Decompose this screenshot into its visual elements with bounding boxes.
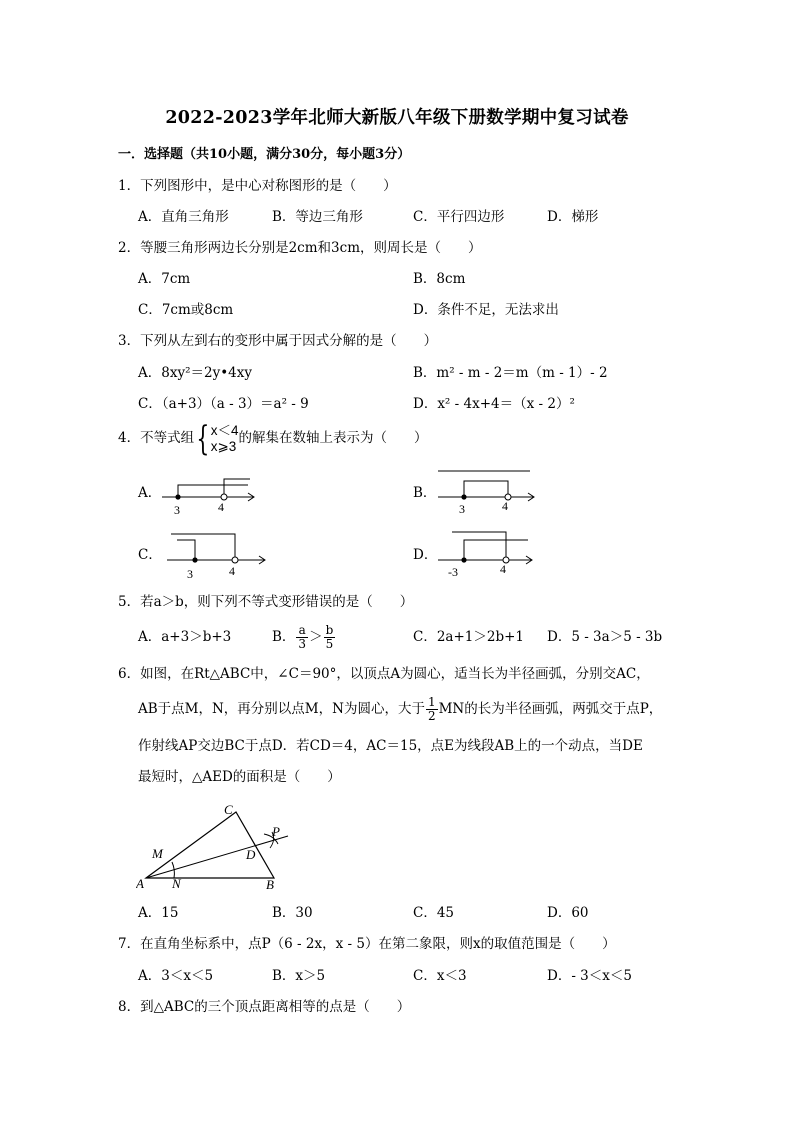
- q5-b-num2: b: [325, 623, 334, 637]
- q4-option-d: D．: [413, 547, 438, 563]
- q6-label-m: M: [152, 846, 163, 861]
- q1-option-c: C．平行四边形: [413, 209, 505, 225]
- q4-number-line-d: [436, 526, 536, 582]
- q5-b-den1: 3: [298, 637, 307, 651]
- q6-label-n: N: [172, 876, 181, 891]
- q5-option-c: C．2a+1＞2b+1: [413, 629, 524, 645]
- q3-option-a: A．8xy²＝2y•4xy: [138, 365, 252, 381]
- q6-label-a: A: [136, 876, 144, 891]
- q4d-tick-4: 4: [500, 562, 506, 576]
- q6-frac-den: 2: [427, 709, 436, 723]
- q1-option-d: D．梯形: [547, 209, 599, 225]
- q6-option-d: D．60: [547, 905, 589, 921]
- q4a-tick-3: 3: [174, 503, 180, 517]
- q7-option-c: C．x＜3: [413, 968, 467, 984]
- q5-stem: 5．若a＞b，则下列不等式变形错误的是（ ）: [118, 594, 414, 610]
- q7-option-d: D．- 3＜x＜5: [547, 968, 632, 984]
- q4-brace: {: [196, 418, 210, 459]
- q4d-tick-neg3: -3: [448, 565, 458, 579]
- q4-number-line-a: [160, 465, 260, 517]
- q1-option-a: A．直角三角形: [138, 209, 229, 225]
- q4-stem: [118, 418, 428, 459]
- q5-b-gt: ＞: [309, 629, 323, 645]
- q3-option-c: C．（a+3）（a - 3）＝a² - 9: [138, 396, 309, 412]
- q6-label-b: B: [266, 877, 274, 892]
- q4c-tick-3: 3: [187, 567, 193, 581]
- q4b-tick-3: 3: [459, 502, 465, 516]
- q6-label-p: P: [272, 824, 280, 839]
- q5-b-prefix: B．: [272, 629, 296, 645]
- q4b-tick-4: 4: [502, 499, 508, 513]
- q6-line1: 6．如图，在Rt△ABC中，∠C＝90°，以顶点A为圆心，适当长为半径画弧，分别交AC，: [118, 666, 650, 682]
- q3-option-b: B．m² - m - 2＝m（m - 1）- 2: [413, 365, 608, 381]
- q4-number-line-b: [436, 465, 536, 517]
- q6-triangle-figure: [136, 798, 296, 892]
- q2-option-b: B．8cm: [413, 271, 466, 287]
- q3-option-d: D．x² - 4x+4＝（x - 2）²: [413, 396, 575, 412]
- q6-option-b: B．30: [272, 905, 313, 921]
- q6-frac-half: [426, 696, 438, 723]
- q6-option-a: A．15: [138, 905, 179, 921]
- q6-frac-num: 1: [427, 695, 436, 709]
- q4-stem-pre: 4．不等式组: [118, 430, 195, 446]
- q5-option-b: [272, 620, 336, 654]
- q1-option-b: B．等边三角形: [272, 209, 363, 225]
- q5-b-frac-right: [324, 624, 336, 651]
- q3-stem: 3．下列从左到右的变形中属于因式分解的是（ ）: [118, 333, 438, 349]
- q4-system-line2: x⩾3: [210, 438, 237, 454]
- q7-option-b: B．x＞5: [272, 968, 326, 984]
- q5-b-num1: a: [296, 624, 308, 638]
- q1-stem: 1．下列图形中，是中心对称图形的是（ ）: [118, 178, 397, 194]
- q5-b-den2: 5: [325, 637, 334, 651]
- q7-stem: 7．在直角坐标系中，点P（6 - 2x，x - 5）在第二象限，则x的取值范围是（ ）: [118, 936, 616, 952]
- q4-stem-post: 的解集在数轴上表示为（ ）: [238, 430, 428, 446]
- q5-b-frac-left: [296, 624, 308, 651]
- q4-option-c: C．: [138, 547, 162, 563]
- q2-option-a: A．7cm: [138, 271, 191, 287]
- q8-stem: 8．到△ABC的三个顶点距离相等的点是（ ）: [118, 999, 411, 1015]
- q4-option-a: A．: [138, 485, 162, 501]
- q7-option-a: A．3＜x＜5: [138, 968, 214, 984]
- q6-line3: 作射线AP交边BC于点D．若CD＝4，AC＝15，点E为线段AB上的一个动点，当DE: [138, 738, 643, 754]
- q6-line4: 最短时，△AED的面积是（ ）: [138, 769, 341, 785]
- q5-option-d: D．5 - 3a＞5 - 3b: [547, 629, 663, 645]
- q2-option-c: C．7cm或8cm: [138, 302, 234, 318]
- q6-label-d: D: [246, 847, 256, 862]
- q6-label-c: C: [224, 802, 233, 817]
- q2-option-d: D．条件不足，无法求出: [413, 302, 559, 318]
- q4-system: [211, 423, 239, 455]
- page-title: 2022-2023学年北师大新版八年级下册数学期中复习试卷: [165, 108, 629, 128]
- section-heading: 一．选择题（共10小题，满分30分，每小题3分）: [118, 147, 411, 162]
- q4-system-line1: x＜4: [210, 422, 239, 438]
- q4-option-b: B．: [413, 485, 437, 501]
- q4c-tick-4: 4: [229, 564, 235, 578]
- q6-line2-pre: AB于点M，N，再分别以点M，N为圆心，大于: [138, 701, 425, 717]
- q5-option-a: A．a+3＞b+3: [138, 629, 232, 645]
- q2-stem: 2．等腰三角形两边长分别是2cm和3cm，则周长是（ ）: [118, 240, 482, 256]
- q4-number-line-c: [163, 526, 271, 582]
- q6-line2: [138, 692, 662, 726]
- q6-option-c: C．45: [413, 905, 455, 921]
- q6-line2-post: MN的长为半径画弧，两弧交于点P，: [438, 701, 663, 717]
- q4a-tick-4: 4: [218, 500, 224, 514]
